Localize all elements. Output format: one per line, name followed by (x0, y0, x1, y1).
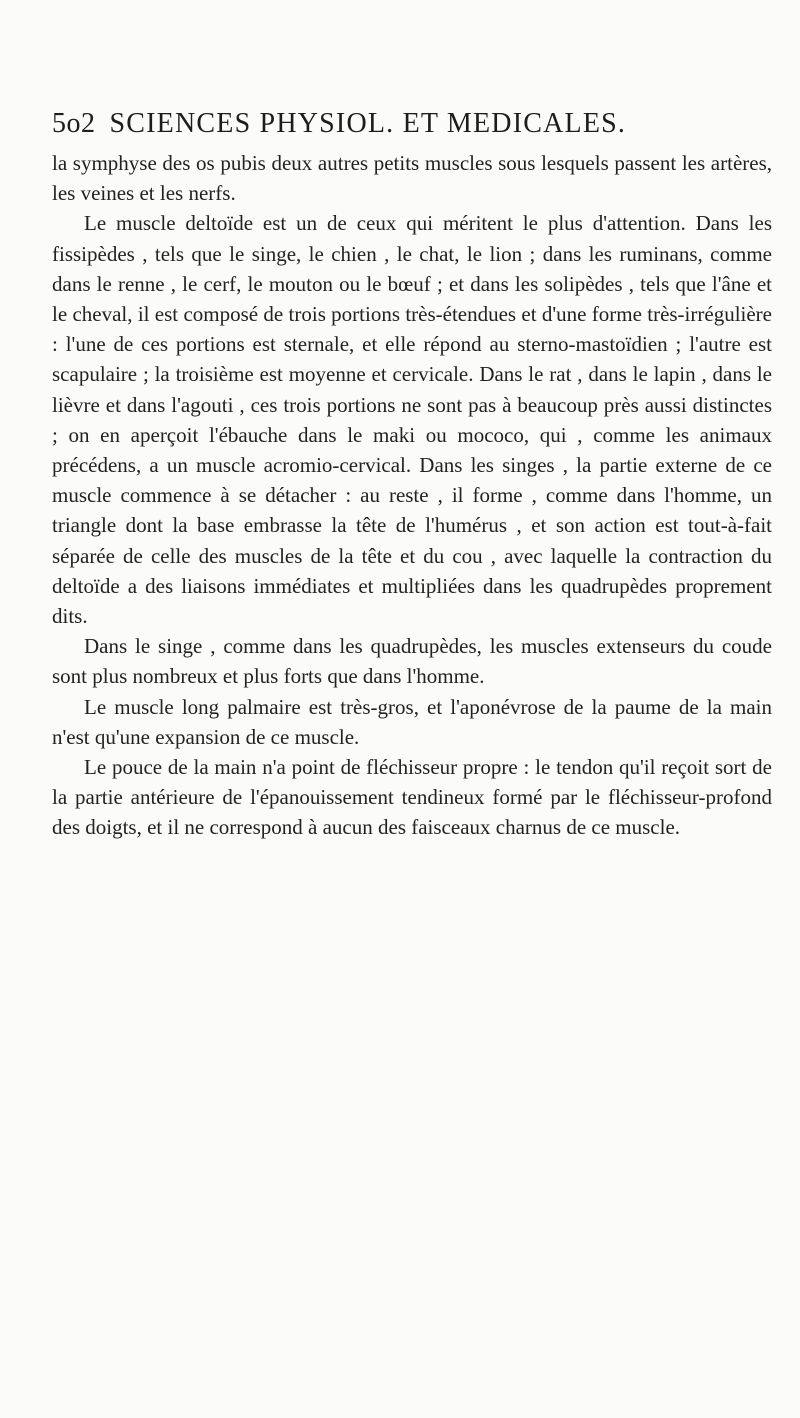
running-title: SCIENCES PHYSIOL. ET MEDICALES. (109, 108, 627, 139)
body-text (52, 148, 772, 843)
paragraph-thumb: Le pouce de la main n'a point de fléchisseur propre : le tendon qu'il reçoit sort de la partie antérieure de l'épanouissement tendineux formé par le fléchisseur-profond des doigts, et il ne correspond à aucun des faisceaux charnus de ce muscle. (52, 755, 772, 840)
paragraph-continuation: la symphyse des os pubis deux autres petits muscles sous lesquels passent les artères, les veines et les nerfs. (52, 151, 772, 206)
paragraph-long-palmar: Le muscle long palmaire est très-gros, et l'aponévrose de la paume de la main n'est qu'une expansion de ce muscle. (52, 694, 772, 749)
paragraph-deltoid: Le muscle deltoïde est un de ceux qui méritent le plus d'attention. Dans les fissipèdes , tels que le singe, le chien , le chat, le lion ; dans les ruminans, comme dans le renne , le cerf, le mouton ou le bœuf ; et dans les solipèdes , tels que l'âne et le cheval, il est composé de trois portions très-étendues et d'une forme très-irrégulière : l'une de ces portions est sternale, et elle répond au sterno-mastoïdien ; l'autre est scapulaire ; la troisième est moyenne et cervicale. Dans le rat , dans le lapin , dans le lièvre et dans l'agouti , ces trois portions ne sont pas à beaucoup près aussi distinctes ; on en aperçoit l'ébauche dans le maki ou mococo, qui , comme les animaux précédens, a un muscle acromio-cervical. Dans les singes , la partie externe de ce muscle commence à se détacher : au reste , il forme , comme dans l'homme, un triangle dont la base embrasse la tête de l'humérus , et son action est tout-à-fait séparée de celle des muscles de la tête et du cou , avec laquelle la contraction du deltoïde a des liaisons immédiates et multipliées dans les quadrupèdes proprement dits. (52, 211, 772, 629)
running-head (52, 108, 772, 148)
page-number: 5o2 (52, 108, 96, 139)
paragraph-elbow-extensors: Dans le singe , comme dans les quadrupèdes, les muscles extenseurs du coude sont plus nombreux et plus forts que dans l'homme. (52, 634, 772, 689)
